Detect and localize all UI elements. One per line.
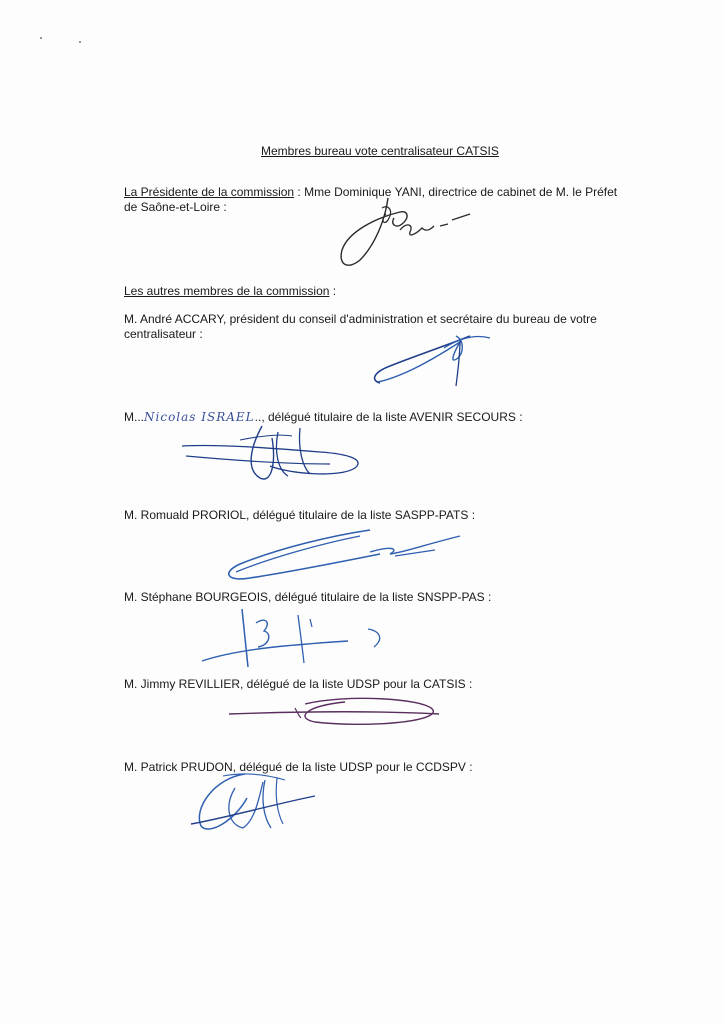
president-text-1: : Mme Dominique YANI, directrice de cabinet de M. le Préfet	[294, 185, 618, 199]
president-label: La Présidente de la commission	[124, 185, 295, 199]
others-heading-suffix: :	[329, 284, 337, 298]
member-israel-line: M...Nicolas ISRAEL.., délégué titulaire de la liste AVENIR SECOURS :	[124, 410, 523, 424]
president-text-2: de Saône-et-Loire :	[124, 200, 227, 214]
member-bourgeois-line: M. Stéphane BOURGEOIS, délégué titulaire de la liste SNSPP-PAS :	[124, 590, 492, 604]
scan-speck	[40, 37, 42, 39]
president-signature	[330, 190, 480, 275]
member-israel-prefix: M.	[124, 410, 138, 424]
scan-speck	[79, 41, 81, 43]
document-title: Membres bureau vote centralisateur CATSIS	[261, 144, 499, 158]
proriol-signature	[220, 522, 470, 584]
bourgeois-signature	[198, 605, 398, 670]
accary-signature	[360, 328, 500, 390]
member-israel-suffix: , délégué titulaire de la liste AVENIR SECOURS :	[261, 410, 523, 424]
member-proriol-line: M. Romuald PRORIOL, délégué titulaire de la liste SASPP-PATS :	[124, 508, 476, 522]
prudon-signature	[185, 768, 325, 836]
others-heading	[124, 284, 336, 299]
revillier-signature	[225, 692, 445, 732]
israel-signature	[180, 418, 380, 486]
member-accary-line-2: centralisateur :	[124, 327, 203, 341]
member-accary-line-1: M. André ACCARY, président du conseil d'administration et secrétaire du bureau de votre	[124, 312, 597, 326]
others-heading-label: Les autres membres de la commission	[124, 284, 330, 298]
member-prudon-line: M. Patrick PRUDON, délégué de la liste UDSP pour le CCDSPV :	[124, 760, 473, 774]
member-israel-handwritten-name: Nicolas ISRAEL	[144, 410, 255, 424]
member-revillier-line: M. Jimmy REVILLIER, délégué de la liste UDSP pour la CATSIS :	[124, 677, 473, 691]
